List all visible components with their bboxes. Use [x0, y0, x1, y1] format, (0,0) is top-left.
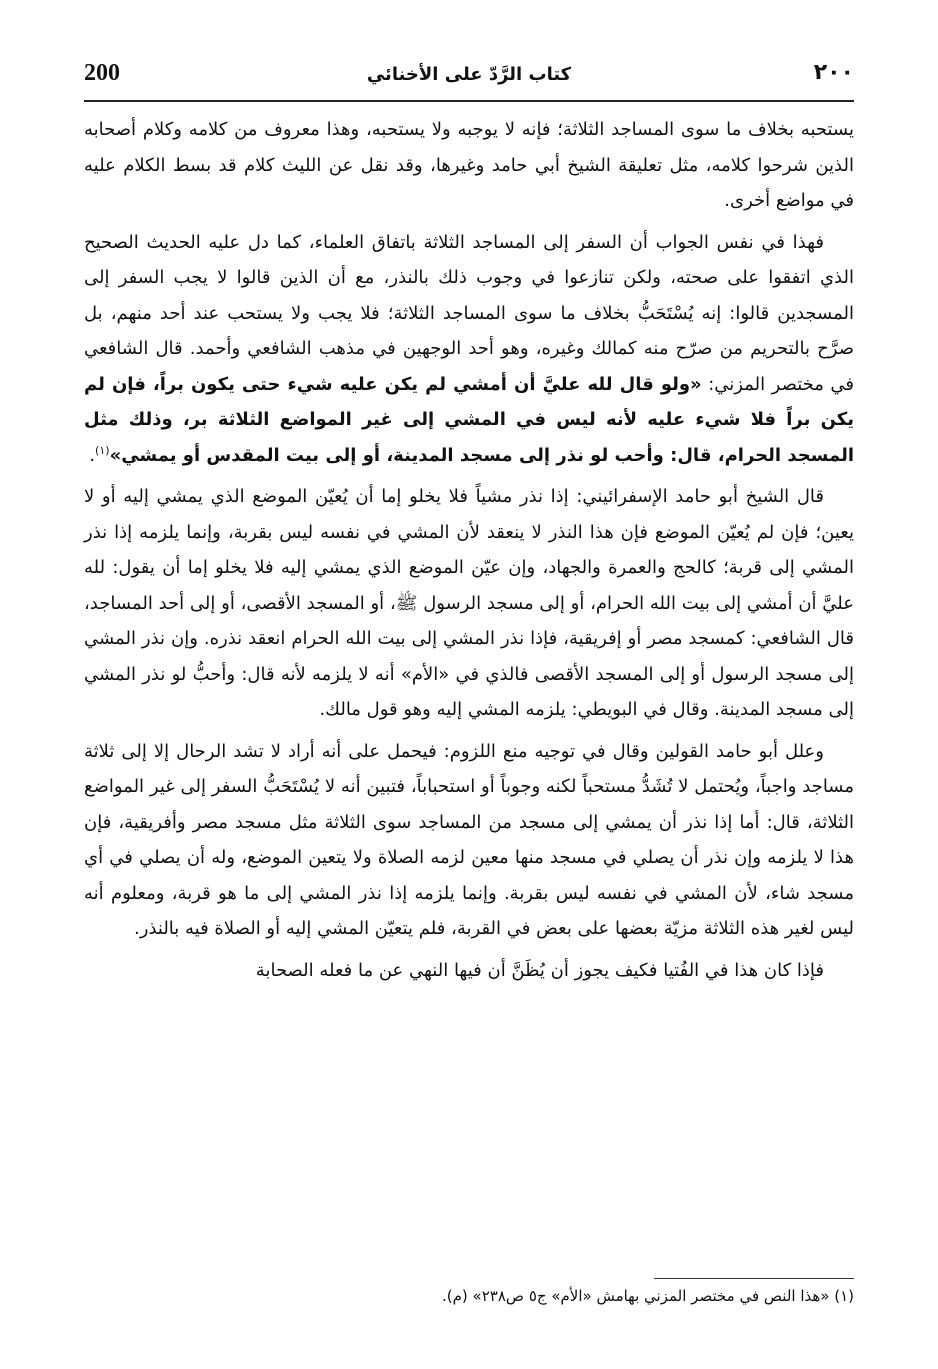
- footnote-reference: (١): [95, 443, 110, 457]
- paragraph-2-end: .: [89, 444, 96, 466]
- header-rule: [84, 100, 854, 102]
- page-number-arabic: ٢٠٠: [813, 60, 854, 85]
- paragraph-2: [84, 225, 854, 474]
- paragraph-5: فإذا كان هذا في الفُتيا فكيف يجوز أن يُظَنَّ أن فيها النهي عن ما فعله الصحابة: [255, 959, 824, 981]
- main-text: [84, 112, 854, 994]
- shafii-quote: «ولو قال لله عليَّ أن أمشي لم يكن عليه شيء حتى يكون براً، فإن لم يكن براً فلا شيء عليه لأنه ليس في المشي إلى غير المواضع الثلاثة بر، وذلك مثل المسجد الحرام، قال: وأحب لو نذر إلى مسجد المدينة، أو إلى بيت المقدس أو يمشي»: [84, 373, 854, 466]
- page-header: [84, 60, 854, 96]
- paragraph-4: وعلل أبو حامد القولين وقال في توجيه منع اللزوم: فيحمل على أنه أراد لا تشد الرحال إلا إلى ثلاثة مساجد واجباً، ويُحتمل لا تُشَدُّ مستحباً لكنه وجوباً أو استحباباً، فتبين أنه لا يُسْتَحَبُّ السفر إلى غير المواضع الثلاثة، قال: أما إذا نذر أن يمشي إلى مسجد من المساجد سوى الثلاثة مثل مسجد مصر وأفريقية، فإن هذا لا يلزمه وإن نذر أن يصلي في مسجد منها معين لزمه الصلاة ولا يتعين الموضع، وله أن يصلي في أي مسجد شاء، لأن المشي في نفسه ليس بقربة. وإنما يلزمه إذا نذر المشي إلى ما هو قربة، ومعلوم أنه ليس لغير هذه الثلاثة مزيّة بعضها على بعض في القربة، فلم يتعيّن المشي إليه أو الصلاة فيه بالنذر.: [84, 740, 854, 939]
- paragraph-1: يستحبه بخلاف ما سوى المساجد الثلاثة؛ فإنه لا يوجبه ولا يستحبه، وهذا معروف من كلامه وكلام أصحابه الذين شرحوا كلامه، مثل تعليقة الشيخ أبي حامد وغيرها، وقد نقل عن الليث كلام قد بسط الكلام عليه في مواضع أخرى.: [84, 119, 854, 211]
- footnote: (١) «هذا النص في مختصر المزني بهامش «الأم» ج٥ ص٢٣٨» (م).: [442, 1287, 854, 1305]
- page-number-latin: 200: [84, 60, 120, 86]
- footnote-rule: [654, 1278, 854, 1279]
- paragraph-2-text: فهذا في نفس الجواب أن السفر إلى المساجد الثلاثة باتفاق العلماء، كما دل عليه الحديث الصحيح الذي اتفقوا على صحته، ولكن تنازعوا في وجوب ذلك بالنذر، مع أن الذين قالوا لا يجب السفر إلى المسجدين قالوا: إنه يُسْتَحَبُّ بخلاف ما سوى المساجد الثلاثة؛ فلا يجب ولا يستحب عند أحد منهم، بل صرَّح بالتحريم من صرّح منه كمالك وغيره، وهو أحد الوجهين في مذهب الشافعي وأحمد. قال الشافعي في مختصر المزني:: [84, 231, 855, 395]
- paragraph-3: قال الشيخ أبو حامد الإسفرائيني: إذا نذر مشياً فلا يخلو إما أن يُعيّن الموضع الذي يمشي إليه أو لا يعين؛ فإن لم يُعيّن الموضع فإن هذا النذر لا ينعقد لأن المشي في نفسه ليس بقربة، وإنما يلزمه إذا نذر المشي إلى قربة؛ كالحج والعمرة والجهاد، وإن عيّن الموضع الذي يمشي إليه فلا يخلو إما أن يقول: لله عليَّ أن أمشي إلى بيت الله الحرام، أو إلى مسجد الرسول ﷺ، أو المسجد الأقصى، أو إلى أحد المساجد، قال الشافعي: كمسجد مصر أو إفريقية، فإذا نذر المشي إلى بيت الله الحرام انعقد نذره. وإن نذر المشي إلى مسجد الرسول أو إلى المسجد الأقصى فالذي في «الأم» أنه لا يلزمه لأنه قال: وأحبُّ لو نذر المشي إلى مسجد المدينة. وقال في البويطي: يلزمه المشي إليه وهو قول مالك.: [84, 486, 854, 720]
- running-title: كتاب الرَّدّ على الأخنائي: [366, 64, 572, 85]
